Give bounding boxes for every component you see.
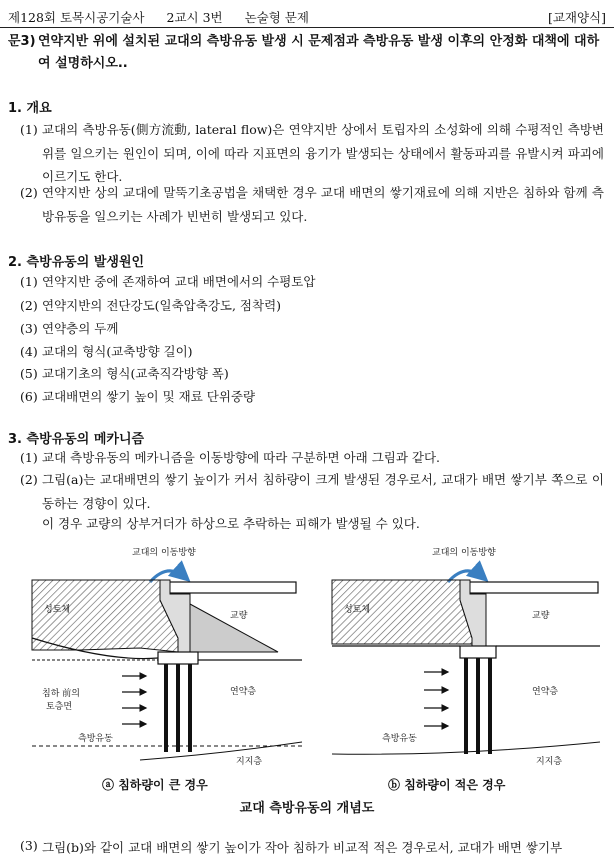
item-text: 연약지반의 전단강도(일축압축강도, 점착력) — [42, 298, 282, 313]
item-number: (2) — [20, 298, 38, 313]
exam-session: 2교시 3번 — [166, 10, 223, 25]
caption-b — [388, 776, 505, 793]
soft-label-a: 연약층 — [230, 687, 257, 697]
item-number: (6) — [20, 389, 38, 404]
item-text: 교대기초의 형식(교축직각방향 폭) — [42, 366, 229, 381]
move-label-b: 교대의 이동방향 — [432, 548, 496, 558]
section-title-causes: 2. 측방유동의 발생원인 — [8, 255, 145, 270]
item-text: 연약지반 상의 교대에 말뚝기초공법을 채택한 경우 교대 배면의 쌓기재료에 의해 지반은 침하와 함께 측방유동을 일으키는 사례가 빈번히 발생되고 있다. — [42, 185, 604, 224]
item-number: (3) — [20, 321, 38, 336]
header-divider — [0, 27, 614, 28]
item-text: 연약지반 중에 존재하여 교대 배면에서의 수평토압 — [42, 274, 316, 289]
item-text: 그림(b)와 같이 교대 배면의 쌓기 높이가 작아 침하가 비교적 적은 경우로서, 교대가 배면 쌓기부 — [42, 840, 563, 855]
support-label-a: 지지층 — [236, 757, 263, 767]
item-number: (4) — [20, 344, 38, 359]
panel-a — [32, 546, 302, 767]
caption-a-text: 침하량이 큰 경우 — [118, 778, 208, 792]
exam-type: 논술형 문제 — [244, 10, 309, 25]
item-number: (2) — [20, 472, 38, 487]
before-label-2: 토층면 — [46, 702, 73, 712]
exam-name: 제128회 토목시공기술사 — [8, 10, 145, 25]
item-text: 연약층의 두께 — [42, 321, 119, 336]
material-tag: [교재양식] — [547, 10, 606, 25]
fill-label-a: 성토체 — [44, 605, 71, 615]
item-text: 그림(a)는 교대배면의 쌓기 높이가 커서 침하량이 크게 발생된 경우로서, 교대가 배면 쌓기부 쪽으로 이동하는 경향이 있다. — [42, 472, 604, 511]
figure-title: 교대 측방유동의 개념도 — [239, 801, 375, 816]
fill-body — [32, 580, 178, 652]
question-number: 문3) — [8, 34, 36, 49]
caption-a — [102, 776, 208, 793]
panel-b — [332, 546, 600, 767]
item-number: (3) — [20, 838, 38, 853]
bridge-label-a: 교량 — [230, 611, 248, 621]
figure-diagram — [20, 542, 606, 792]
bridge-label-b: 교량 — [532, 611, 550, 621]
bridge-deck — [168, 582, 296, 593]
move-label-a: 교대의 이동방향 — [132, 548, 196, 558]
extra-note: 이 경우 교량의 상부거더가 하상으로 추락하는 피해가 발생될 수 있다. — [42, 516, 420, 531]
section-title-overview: 1. 개요 — [8, 101, 52, 116]
footing — [460, 646, 496, 658]
caption-b-mark: ⓑ — [388, 778, 401, 792]
before-label-1: 침하 前의 — [42, 689, 80, 699]
item-number: (1) — [20, 450, 38, 465]
page-header — [8, 8, 606, 26]
support-label-b: 지지층 — [536, 757, 563, 767]
item-number: (1) — [20, 122, 38, 137]
flow-label-a: 측방유동 — [78, 734, 113, 744]
bridge-deck — [468, 582, 598, 593]
soft-label-b: 연약층 — [532, 687, 559, 697]
question-text: 연약지반 위에 설치된 교대의 측방유동 발생 시 문제점과 측방유동 발생 이후의 안정화 대책에 대하여 설명하시오.. — [38, 34, 600, 71]
section-title-mechanism: 3. 측방유동의 메카니즘 — [8, 432, 145, 447]
footing — [158, 652, 198, 664]
item-number: (5) — [20, 366, 38, 381]
item-text: 교대 측방유동의 메카니즘을 이동방향에 따라 구분하면 아래 그림과 같다. — [42, 450, 441, 465]
exam-info — [8, 8, 327, 26]
caption-a-mark: ⓐ — [102, 778, 115, 792]
fill-label-b: 성토체 — [344, 605, 371, 615]
item-text: 교대의 측방유동(側方流動, lateral flow)은 연약지반 상에서 토립자의 소성화에 의해 수평적인 측방변위를 일으키는 원인이 되며, 이에 따라 지표면의 융기가 발생되는 상태에서 활동파괴를 유발시켜 파괴에 이르기도 한다. — [42, 122, 604, 184]
item-number: (2) — [20, 185, 38, 200]
item-text: 교대의 형식(교축방향 길이) — [42, 344, 193, 359]
caption-b-text: 침하량이 적은 경우 — [404, 778, 506, 792]
item-text: 교대배면의 쌓기 높이 및 재료 단위중량 — [42, 389, 256, 404]
item-number: (1) — [20, 274, 38, 289]
flow-label-b: 측방유동 — [382, 734, 417, 744]
